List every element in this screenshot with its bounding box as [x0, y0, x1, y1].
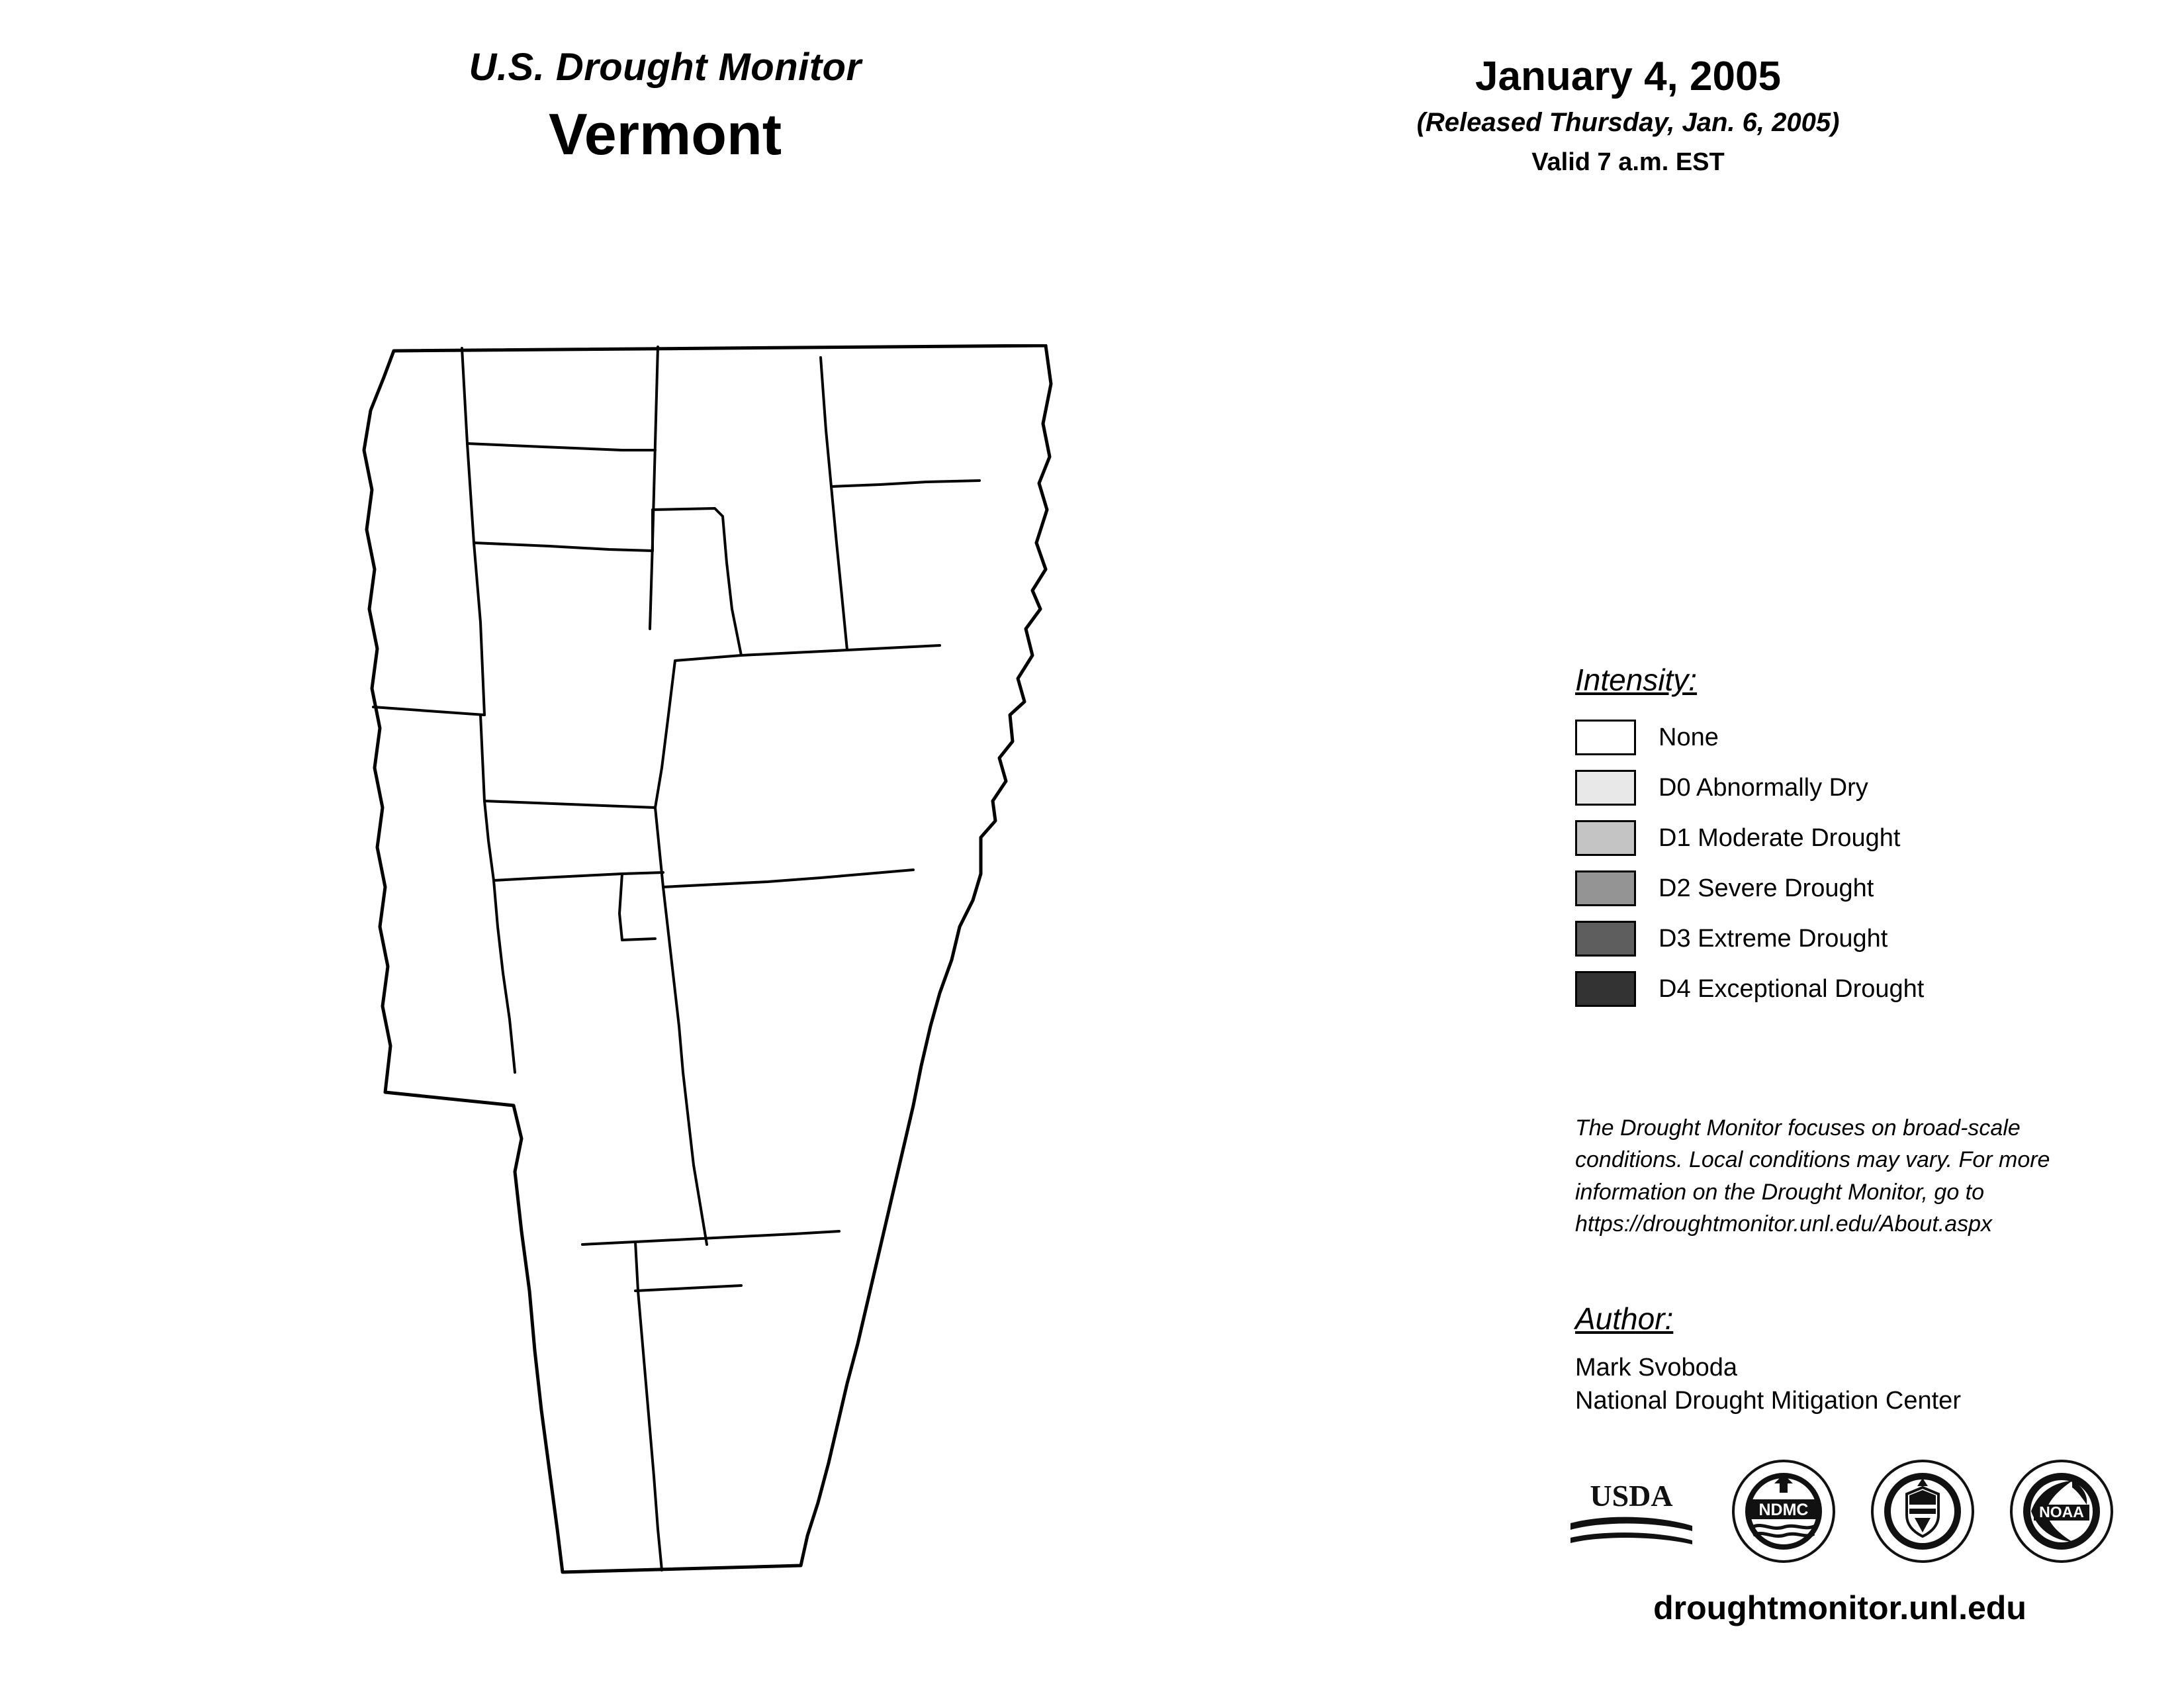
legend-item-d1: [1575, 813, 2158, 863]
author-title: Author:: [1575, 1301, 1674, 1336]
program-title: U.S. Drought Monitor: [469, 46, 862, 89]
legend-item-d0: [1575, 763, 2158, 813]
author-name: Mark Svoboda: [1575, 1354, 1738, 1382]
disclaimer-text: The Drought Monitor focuses on broad-scale conditions. Local conditions may vary. For more information on the Drought Monitor, go to https://droughtmonitor.unl.edu/About.aspx: [1575, 1115, 2050, 1237]
state-outline: [364, 346, 1051, 1572]
valid-time: Valid 7 a.m. EST: [1531, 148, 1725, 177]
region-title: Vermont: [548, 101, 782, 167]
author-organization: National Drought Mitigation Center: [1575, 1387, 1961, 1415]
noaa-logo-text: NOAA: [2039, 1503, 2084, 1521]
legend-swatch-d1: [1575, 820, 1636, 856]
legend-label-d3: D3 Extreme Drought: [1659, 924, 1888, 953]
usdc-logo: [1870, 1458, 1976, 1568]
legend-swatch-none: [1575, 720, 1636, 755]
title-block: [285, 46, 1046, 171]
ndmc-logo: [1731, 1458, 1837, 1568]
usda-logo-text: USDA: [1590, 1478, 1673, 1513]
legend-item-d3: [1575, 914, 2158, 964]
usda-logo: [1565, 1465, 1698, 1561]
release-date: (Released Thursday, Jan. 6, 2005): [1416, 108, 1840, 138]
legend-label-none: None: [1659, 723, 1719, 751]
legend-item-d4: [1575, 964, 2158, 1014]
legend: [1575, 662, 2158, 1014]
author-block: [1575, 1301, 2105, 1417]
legend-title: Intensity:: [1575, 663, 1698, 697]
ndmc-logo-text: NDMC: [1758, 1500, 1809, 1519]
noaa-logo: [2009, 1458, 2115, 1568]
legend-swatch-d3: [1575, 921, 1636, 957]
legend-swatch-d4: [1575, 971, 1636, 1007]
legend-label-d2: D2 Severe Drought: [1659, 874, 1874, 902]
map-date: January 4, 2005: [1475, 54, 1781, 99]
legend-label-d1: D1 Moderate Drought: [1659, 823, 1901, 852]
legend-item-none: [1575, 712, 2158, 763]
legend-swatch-d0: [1575, 770, 1636, 806]
legend-swatch-d2: [1575, 870, 1636, 906]
legend-label-d0: D0 Abnormally Dry: [1659, 773, 1868, 802]
vermont-drought-map: [344, 344, 1191, 1602]
site-url[interactable]: droughtmonitor.unl.edu: [1653, 1589, 2026, 1626]
legend-item-d2: [1575, 863, 2158, 914]
date-block: [1337, 53, 1919, 177]
legend-label-d4: D4 Exceptional Drought: [1659, 974, 1925, 1003]
logo-strip: [1565, 1453, 2115, 1572]
